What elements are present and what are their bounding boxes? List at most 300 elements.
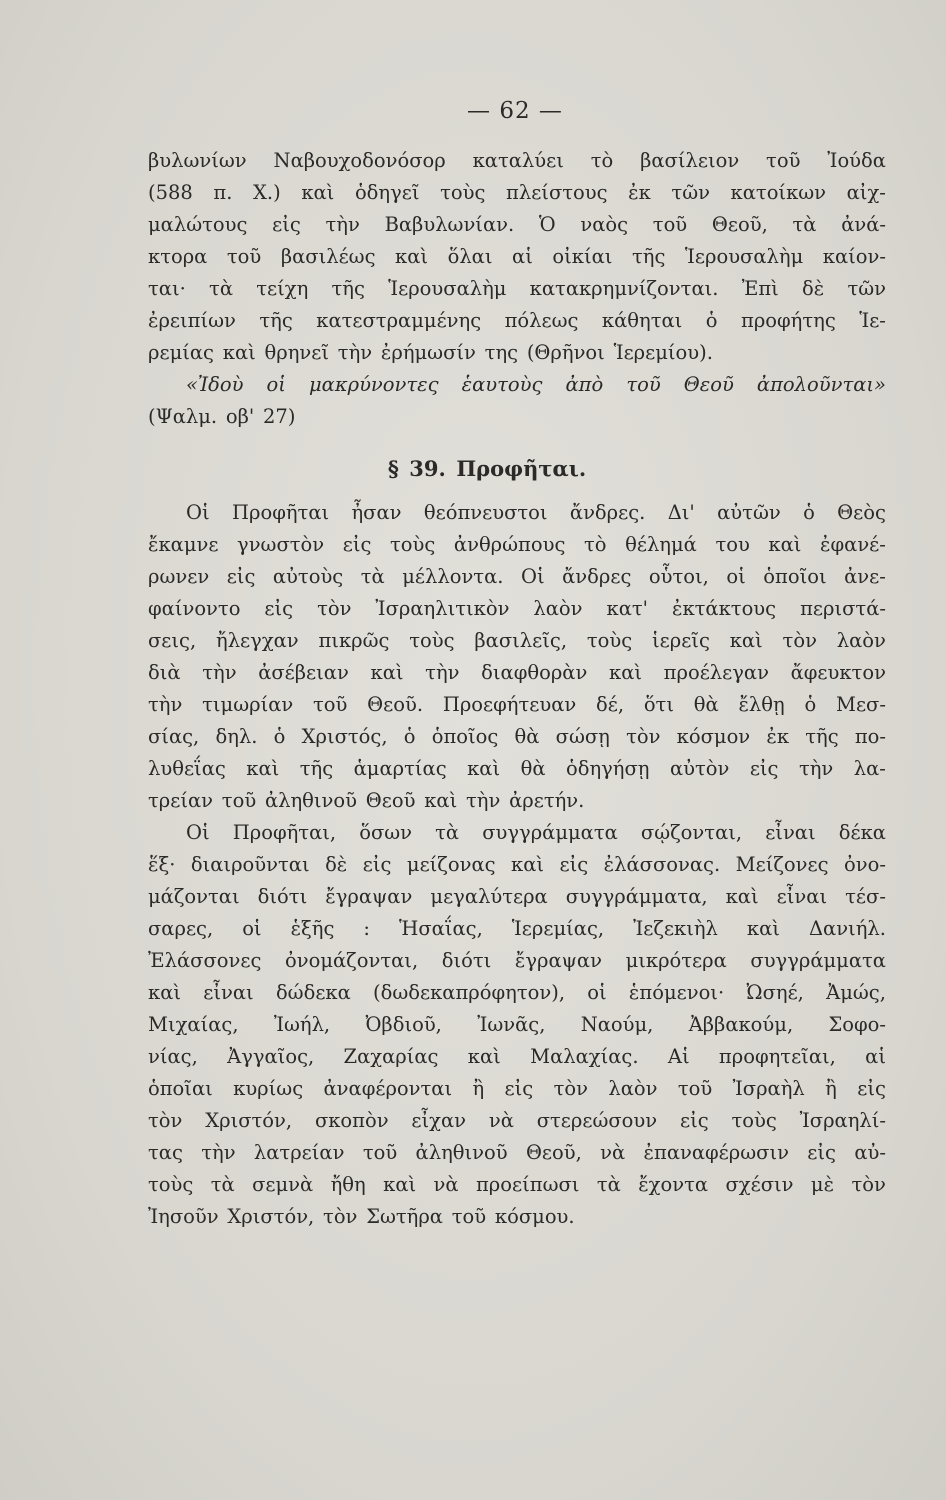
word: Ἰούδα [827,149,886,172]
word: εἰς [857,1077,886,1100]
word: οἱ [587,981,607,1004]
word: καταλύει [472,149,564,172]
word: σεμνὰ [252,1173,314,1196]
word: Ἡσαΐας, [399,917,483,940]
word: λατρείαν [253,1141,345,1164]
word: διὰ [148,661,181,684]
word: ἀνά- [841,213,886,236]
word: Ἰσραηλί- [799,1109,886,1132]
text-line [148,305,886,337]
word: Ἀμώς, [826,981,886,1004]
word: της [484,341,519,364]
word: ναὸς [580,213,629,236]
text-line [148,401,886,433]
word: τοὺς [731,1109,777,1132]
word: Προεφήτευαν [442,693,577,716]
word: Οἱ [186,821,210,844]
word: Θεοῦ. [367,693,424,716]
word: τὴν [798,757,834,780]
word: Μιχαίας, [148,1013,239,1036]
word: δὲ [325,853,348,876]
word: τὸν [323,1205,358,1228]
word: μακρύνοντες [308,373,439,396]
word: τὰ [210,1173,235,1196]
word: τῆς [259,309,293,332]
word: μέλλοντα. [402,565,504,588]
word: ὁ [705,309,718,332]
word: ἄνδρες. [569,501,646,524]
word: ἀληθινοῦ [415,1141,508,1164]
word: ὁ [403,725,416,748]
word: τῆς [631,245,666,268]
word: ται· [148,277,186,300]
word: μάζονται [148,885,240,908]
word: τὸν [782,629,817,652]
word: τὸν [626,725,661,748]
word: σώσῃ [555,725,610,748]
word: μαλώτους [148,213,248,236]
word: καὶ [609,661,643,684]
word: δέ, [596,693,625,716]
word: Ἀββακούμ, [688,1013,794,1036]
word: τοῦ [313,693,348,716]
word: ἐκ [766,725,790,748]
word: τοὺς [440,181,486,204]
word: π. [213,181,233,204]
word: ἀληθινοῦ [264,789,357,812]
word: ἀσέβειαν [258,661,349,684]
word: Ζαχαρίας [343,1045,439,1068]
word: ρωνεν [148,565,210,588]
text-line [148,753,886,785]
word: Προφῆται, [232,821,337,844]
text-line [148,1073,886,1105]
word: τοῦ [766,149,801,172]
word: λαὸν [836,629,886,652]
text-line [148,1169,886,1201]
word: Δι' [667,501,695,524]
word: : [363,917,370,940]
word: διαφθορὰν [481,661,588,684]
word: Ἰησοῦν [148,1205,219,1228]
word: ἔλθῃ [738,693,785,716]
word: σκοπὸν [314,1109,389,1132]
word: οἰκίαι [552,245,613,268]
word: ἐρειπίων [148,309,236,332]
word: Προφῆται. [456,456,587,481]
word: βασιλέως [280,245,376,268]
word: τοὺς [586,629,633,652]
word: προέλεγαν [663,661,769,684]
word: ὁ [804,693,817,716]
word: του [715,533,750,556]
word: λαὸν [533,597,583,620]
word: οὗτοι, [648,565,709,588]
word: Ναβουχοδονόσορ [273,149,446,172]
word: τοῦ [226,245,262,268]
word: ὁδηγεῖ [354,181,420,204]
word: τρείαν [148,789,214,812]
word: ἐρήμωσίν [380,341,476,364]
word: περιστά- [800,597,886,620]
word: Χριστόν, [227,1205,315,1228]
word: αὐτὸν [669,757,730,780]
word: λα- [853,757,886,780]
word: τὸ [590,149,614,172]
word: τὴν [325,213,360,236]
text-line [148,689,886,721]
word: τιμωρίαν [202,693,294,716]
word: Θεὸς [837,501,886,524]
word: τῶν [847,277,886,300]
word: τὴν [425,661,460,684]
word: ὁ [803,501,815,524]
text-line [148,1009,886,1041]
word: Χριστόν, [205,1109,293,1132]
word: οἱ [266,373,286,396]
word: τὸν [553,1077,588,1100]
text-line [148,657,886,689]
text-line [148,369,886,401]
word: καὶ [424,789,458,812]
word: Σοφο- [828,1013,886,1036]
word: κυρίως [233,1077,304,1100]
word: καὶ [301,181,335,204]
body-text [148,145,886,1233]
word: βασιλεῖς, [474,629,568,652]
text-line [148,881,886,913]
word: σχέσιν [725,1173,794,1196]
word: τῆς [805,725,839,748]
text-line [148,497,886,529]
word: καὶ [729,629,763,652]
word: ἑαυτοὺς [461,373,543,396]
word: καὶ [467,1045,501,1068]
word: ἐκ [628,181,651,204]
word: (588 [148,181,193,204]
word: καὶ [370,661,404,684]
word: τείχη [256,277,309,300]
word: κόσμου. [494,1205,575,1228]
word: Θεοῦ, [525,1141,582,1164]
word: εἰς [342,533,372,556]
word: αὐτοὺς [272,565,344,588]
word: τὴν [466,789,501,812]
word: θὰ [693,693,719,716]
word: Χριστός, [301,725,388,748]
word: ἑξῆς [290,917,335,940]
word: θέλημά [625,533,697,556]
text-line [148,177,886,209]
word: ἦσαν [351,501,402,524]
word: σίας, [148,725,200,748]
word: καὶ [725,885,759,908]
word: ἔκαμνε [148,533,219,556]
word: τὰ [435,821,460,844]
text-line [148,593,886,625]
word: τὰ [209,277,233,300]
word: ἔχοντα [638,1173,709,1196]
word: Θεοῦ [365,789,416,812]
word: εἰς [226,565,256,588]
word: νὰ [600,1141,626,1164]
word: καὶ [746,917,780,940]
word: § [387,456,399,481]
text-line [148,241,886,273]
word: ρεμίας [148,341,214,364]
word: τὴν [201,1141,236,1164]
word: τοῦ [677,1077,713,1100]
word: σῴζονται, [640,821,743,844]
text-line [148,1137,886,1169]
word: λυθεΐας [148,757,226,780]
word: δώδεκα [275,981,351,1004]
word: ἑπόμενοι· [628,981,725,1004]
section-heading [148,441,886,497]
word: εἰς [679,1109,709,1132]
word: τὴν [202,661,237,684]
word: ἀνθρώπους [453,533,566,556]
text-line [148,817,886,849]
word: συγγράμματα [750,949,886,972]
word: τας [148,1141,183,1164]
word: μικρότερα [625,949,727,972]
word: ὅσων [359,821,413,844]
word: Ἰσραηλιτικὸν [375,597,510,620]
word: Ἰωνᾶς, [477,1013,546,1036]
word: εἰς [749,757,779,780]
word: Δανιήλ. [808,917,886,940]
text-line [148,625,886,657]
word: προφήτης [741,309,836,332]
word: ἐλάσσονας. [603,853,721,876]
word: καίον- [822,245,886,268]
word: σεις, [148,629,197,652]
word: ὁποῖαι [148,1077,213,1100]
word: τοῦ [451,1205,487,1228]
word: Θεοῦ, [711,213,768,236]
word: Βαβυλωνίαν. [384,213,515,236]
word: εἰς [264,597,294,620]
word: Ναούμ, [580,1013,654,1036]
word: καὶ [395,245,429,268]
word: διότι [441,949,492,972]
word: τοὺς [148,1173,194,1196]
word: Ἱερεμίου). [613,341,713,364]
word: ἀναφέρονται [323,1077,453,1100]
word: ὁποῖοι [763,565,827,588]
word: ἕξ· [148,853,176,876]
word: Ἱερεμίας, [511,917,605,940]
word: τὴν [148,693,183,716]
word: ὀνο- [844,853,886,876]
word: αὐτῶν [717,501,781,524]
word: νὰ [488,1109,514,1132]
word: εἰς [362,853,392,876]
word: τὰ [792,213,817,236]
word: ἔγραψαν [325,885,413,908]
word: ἐφανέ- [820,533,886,556]
word: τὰ [360,565,385,588]
word: εἰς [272,213,301,236]
word: θὰ [514,725,540,748]
word: προείπωσι [475,1173,580,1196]
word: εἶναι [203,981,254,1004]
word: τοῦ [362,1141,398,1164]
word: Ἐλάσσονες [148,949,262,972]
word: μείζονας [406,853,496,876]
word: καὶ [511,853,545,876]
word: Μείζονες [735,853,829,876]
text-line [148,721,886,753]
text-line [148,913,886,945]
word: συγγράμματα, [565,885,708,908]
word: πικρῶς [318,629,390,652]
word: ἔγραψαν [514,949,602,972]
word: συγγράμματα [482,821,618,844]
word: στερεώσουν [536,1109,658,1132]
word: τοῦ [626,373,661,396]
word: ἤθη [330,1173,366,1196]
word: κατεστραμμένης [316,309,482,332]
word: φαίνοντο [148,597,241,620]
word: Ἰεζεκιὴλ [633,917,718,940]
word: ἀπολοῦνται» [756,373,886,396]
word: εἶναι [765,821,816,844]
word: Οἱ [520,565,545,588]
word: (Θρῆνοι [526,341,605,364]
word: προφητεῖαι, [718,1045,836,1068]
word: ὁ [273,725,286,748]
word: νὰ [433,1173,459,1196]
text-line [148,337,886,369]
word: πο- [854,725,886,748]
word: ἢ [472,1077,485,1100]
word: αὐ- [854,1141,886,1164]
word: τέσ- [845,885,886,908]
text-line [148,977,886,1009]
word: τοὺς [409,629,455,652]
word: Ἱερουσαλὴμ [684,245,804,268]
word: θὰ [520,757,546,780]
word: τὴν [337,341,373,364]
word: ἀνε- [844,565,886,588]
word: τὸν [148,1109,183,1132]
word: νίας, [148,1045,198,1068]
word: κτορα [148,245,208,268]
text-line [148,1105,886,1137]
word: ἁμαρτίας [353,757,447,780]
word: πλείστους [506,181,608,204]
word: ὁποῖος [431,725,499,748]
page-number: — 62 — [467,98,563,124]
word: Προφῆται [231,501,330,524]
word: Ἰωήλ, [273,1013,331,1036]
word: εἶχαν [411,1109,467,1132]
word: Οἱ [186,501,210,524]
word: ὅλαι [447,245,493,268]
word: οβ' [225,405,255,428]
word: ἄφευκτον [790,661,886,684]
word: εἰς [559,853,589,876]
word: λαὸν [608,1077,658,1100]
word: Σωτῆρα [366,1205,443,1228]
word: ἢ [825,1077,837,1100]
word: τὸν [317,597,352,620]
word: Μεσ- [835,693,886,716]
word: θρηνεῖ [264,341,330,364]
word: Ἐπὶ [741,277,779,300]
word: οἱ [242,917,262,940]
word: τῆς [331,277,365,300]
word: δὲ [802,277,825,300]
word: ὁδηγήσῃ [565,757,650,780]
word: ἐπαναφέρωσιν [643,1141,789,1164]
word: ὀνομάζονται, [285,949,419,972]
word: ἐκτάκτους [671,597,777,620]
text-line [148,1201,886,1233]
word: ἤλεγχαν [216,629,299,652]
word: καὶ [246,757,280,780]
word: τῆς [299,757,334,780]
word: γνωστὸν [237,533,325,556]
word: τῶν [671,181,710,204]
word: ἄνδρες [562,565,632,588]
text-line [148,209,886,241]
word: θεόπνευστοι [423,501,548,524]
word: κατ' [606,597,649,620]
word: Ὀβδιοῦ, [365,1013,442,1036]
word: (Ψαλμ. [148,405,218,428]
word: εἰς [504,1077,534,1100]
text-line [148,945,886,977]
word: διαιροῦνται [190,853,310,876]
word: καὶ [467,757,501,780]
word: 27) [263,405,296,428]
word: κάθηται [601,309,683,332]
word: πόλεως [504,309,579,332]
word: τοὺς [390,533,436,556]
word: Ἱε- [859,309,886,332]
text-line [148,1041,886,1073]
word: ἀρετήν. [509,789,585,812]
text-line [148,145,886,177]
word: τὰ [596,1173,621,1196]
word: καὶ [222,341,256,364]
word: 39. [409,456,446,481]
word: καὶ [148,981,182,1004]
word: ὅτι [643,693,674,716]
word: τοῦ [221,789,257,812]
word: Μαλαχίας. [530,1045,639,1068]
text-line [148,561,886,593]
word: τὸν [851,1173,886,1196]
word: κατακρημνίζονται. [529,277,719,300]
word: ἀπὸ [565,373,604,396]
word: Χ.) [253,181,281,204]
word: κόσμον [676,725,751,748]
text-line [148,785,886,817]
word: ἱερεῖς [651,629,710,652]
word: (δωδεκαπρόφητον), [373,981,566,1004]
word: καὶ [768,533,802,556]
word: «Ἰδοὺ [186,373,244,396]
word: Ἱερουσαλὴμ [388,277,507,300]
word: οἱ [726,565,746,588]
word: Ὁ [538,213,556,236]
word: Αἱ [667,1045,690,1068]
word: καὶ [383,1173,417,1196]
